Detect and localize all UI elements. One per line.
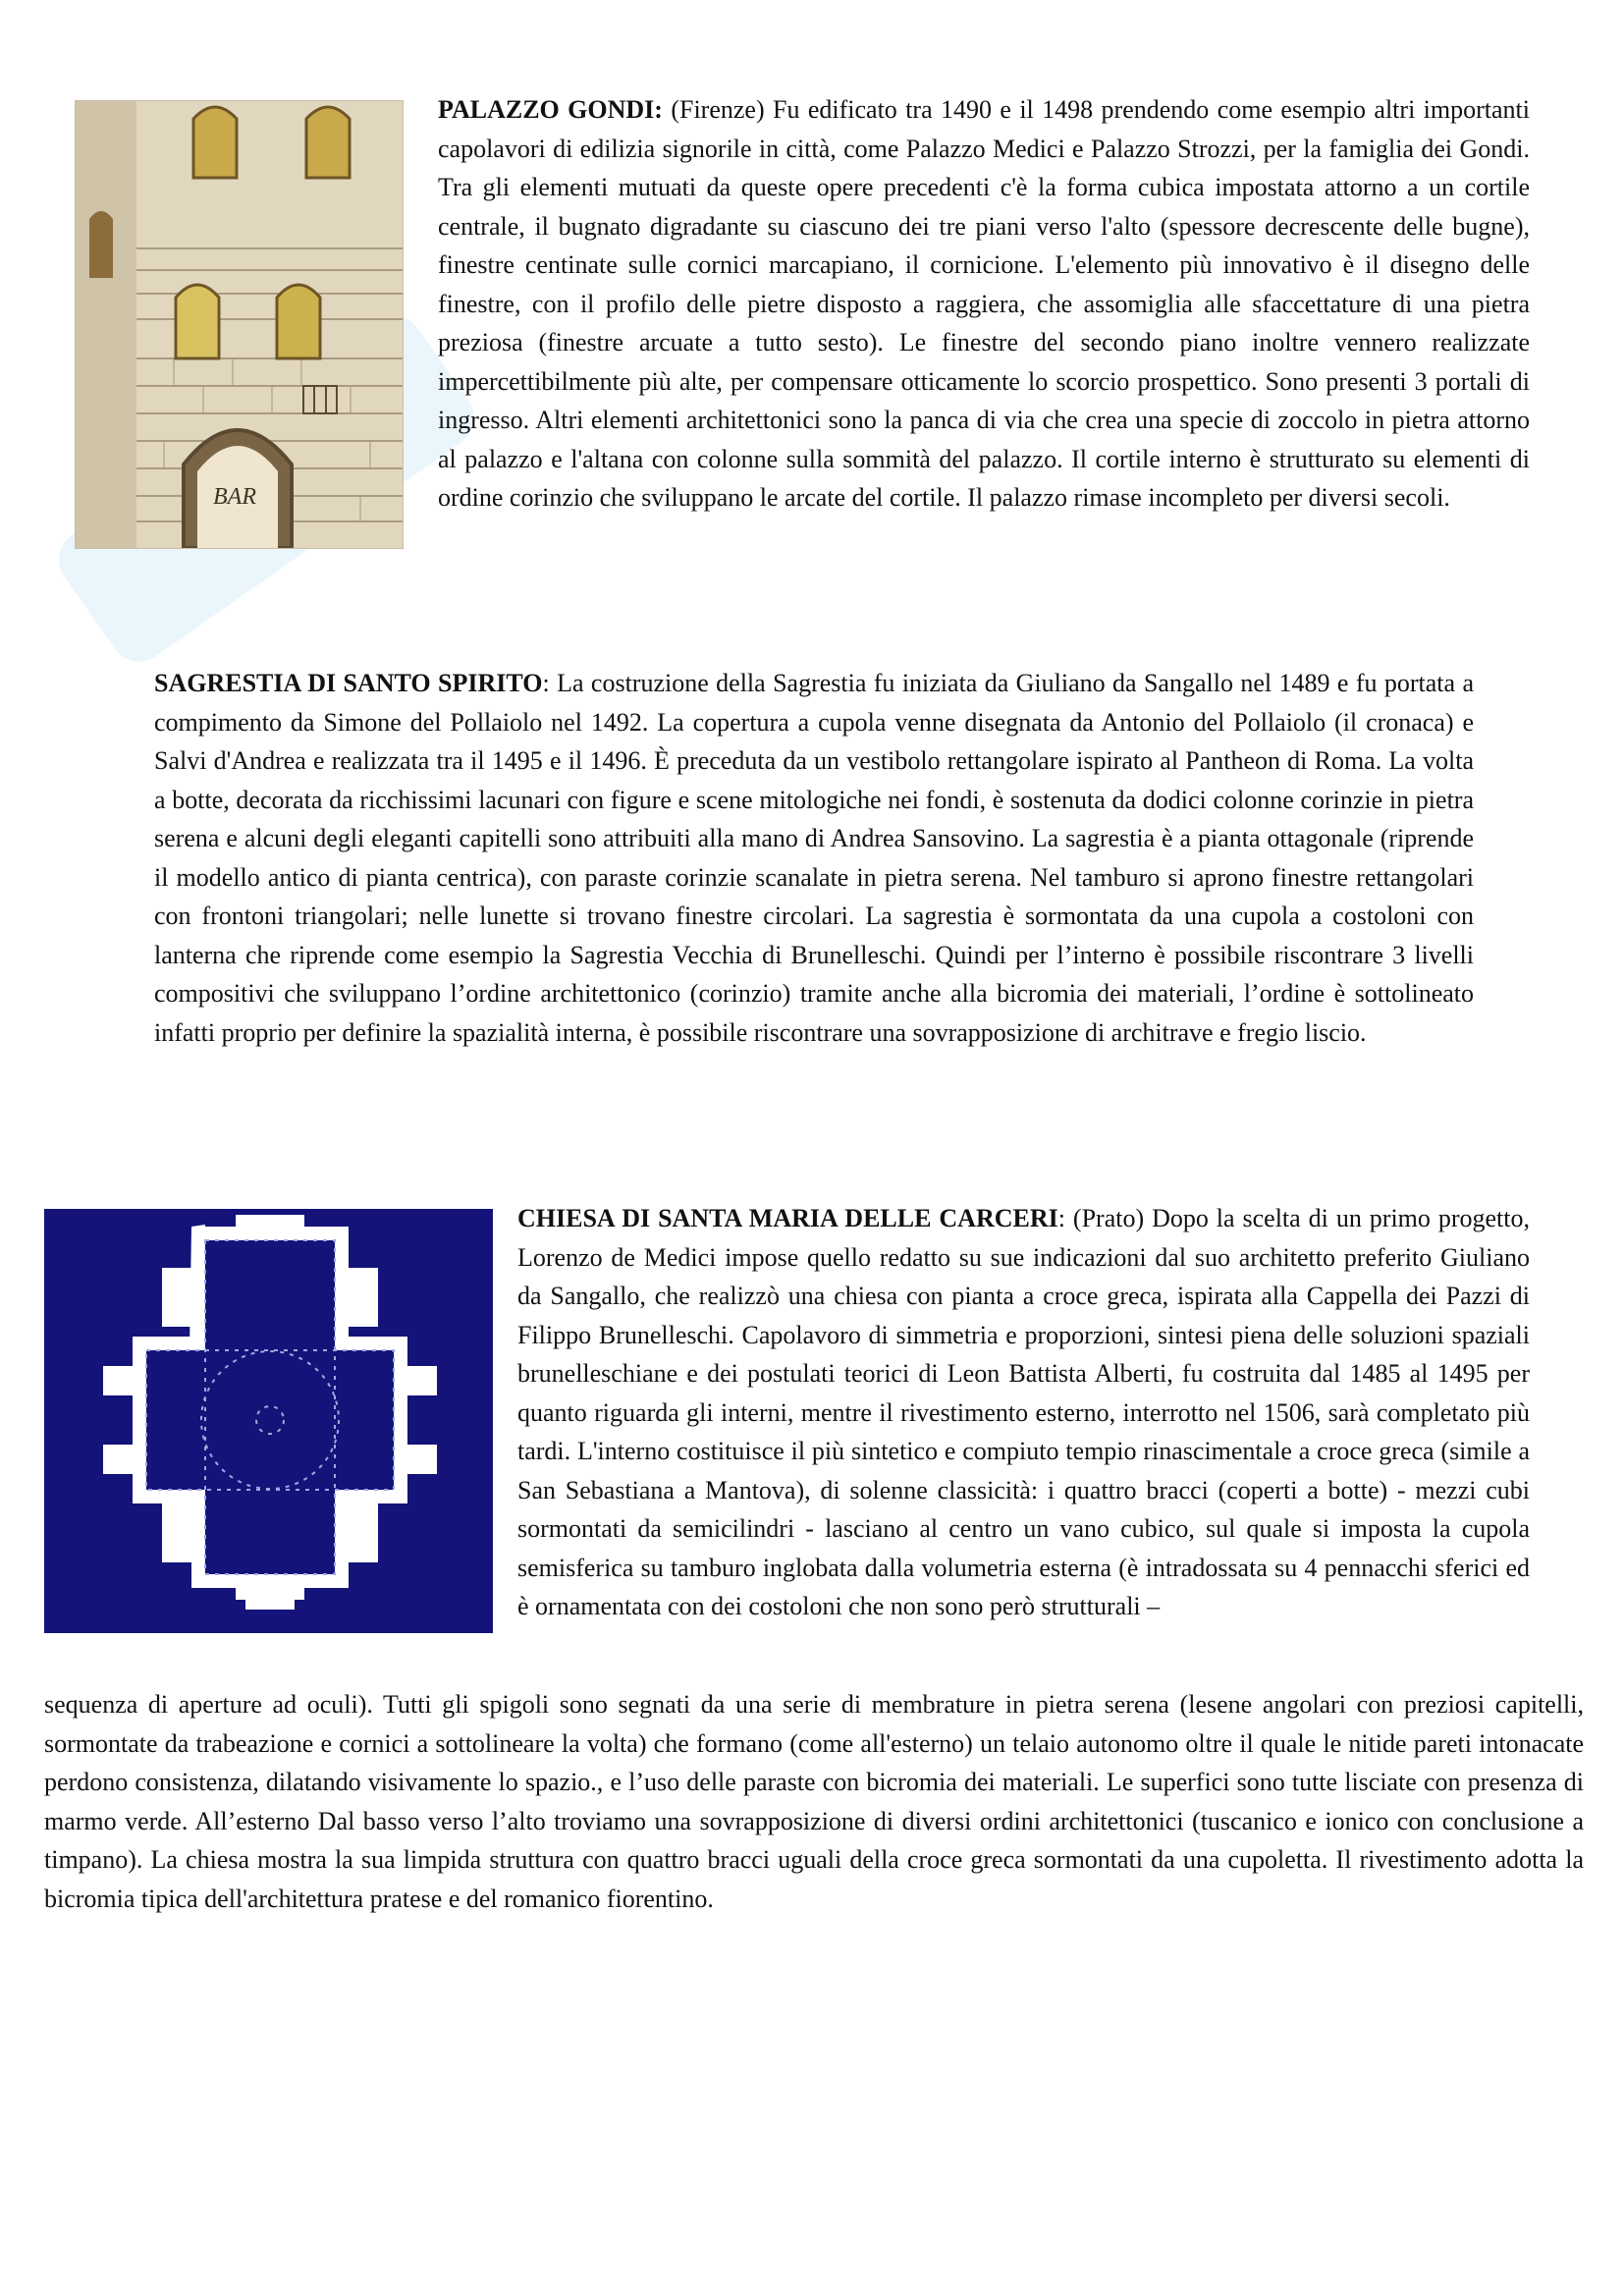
palazzo-gondi-text: (Firenze) Fu edificato tra 1490 e il 1498 prendendo come esempio altri importanti capolavori di edilizia signorile in città, come Palazzo Medici e Palazzo Strozzi, per la famiglia dei Gondi. Tra gli elementi mutuati da queste opere precedenti c'è la forma cubica impostata attorno a un cortile centrale, il bugnato digradante su ciascuno dei tre piani verso l'alto (spessore decrescente delle bugne), finestre centinate sulle cornici marcapiano, il cornicione. L'elemento più innovativo è il disegno delle finestre, con il profilo delle pietre disposto a raggiera, che assomiglia alle sfaccettature di una pietra preziosa (finestre arcuate a tutto sesto). Le finestre del secondo piano inoltre vennero realizzate impercettibilmente più alte, per compensare otticamente lo scorcio prospettico. Sono presenti 3 portali di ingresso. Altri elementi architettonici sono la panca di via che crea una specie di zoccolo in pietra attorno al palazzo e l'altana con colonne sulla sommità del palazzo. Il cortile interno è strutturato su elementi di ordine corinzio che sviluppano le arcate del cortile. Il palazzo rimase incompleto per diversi secoli. <box>438 95 1530 512</box>
greek-cross-plan <box>44 1209 493 1633</box>
bar-sign-text: BAR <box>213 484 256 510</box>
carceri-paragraph-bottom <box>44 1685 1584 1918</box>
carceri-text-top: : (Prato) Dopo la scelta di un primo progetto, Lorenzo de Medici impose quello redatto su sue indicazioni dal suo architetto preferito Giuliano da Sangallo, che realizzò una chiesa con pianta a croce greca, ispirata alla Cappella dei Pazzi di Filippo Brunelleschi. Capolavoro di simmetria e proporzioni, sintesi piena delle soluzioni spaziali brunelleschiane e dei postulati teorici di Leon Battista Alberti, fu costruita dal 1485 al 1495 per quanto riguarda gli interni, mentre il rivestimento esterno, interrotto nel 1506, sarà completato più tardi. L'interno costituisce il più sintetico e compiuto tempio rinascimentale a croce greca (simile a San Sebastiana a Mantova), di solenne classicità: i quattro bracci (coperti a botte) - mezzi cubi sormontati da semicilindri - lasciano al centro un vano cubico, sul quale si imposta la cupola semisferica su tamburo inglobata dalla volumetria esterna (è intradossata su 4 pennacchi sferici ed è ornamentata con dei costoloni che non sono però strutturali – <box>517 1204 1530 1620</box>
palazzo-gondi-image <box>75 100 404 549</box>
sagrestia-title: SAGRESTIA DI SANTO SPIRITO <box>154 669 543 697</box>
sagrestia-paragraph <box>154 664 1474 1052</box>
palazzo-gondi-drawing <box>76 101 403 548</box>
carceri-plan-image <box>44 1209 493 1633</box>
palazzo-gondi-paragraph <box>438 90 1530 518</box>
palazzo-gondi-title: PALAZZO GONDI: <box>438 95 663 124</box>
carceri-title: CHIESA DI SANTA MARIA DELLE CARCERI <box>517 1204 1058 1232</box>
carceri-paragraph-top <box>517 1199 1530 1626</box>
carceri-text-bottom: sequenza di aperture ad oculi). Tutti gli spigoli sono segnati da una serie di membrature in pietra serena (lesene angolari con preziosi capitelli, sormontate da trabeazione e cornici a sottolineare la volta) che formano (come all'esterno) un telaio autonomo oltre il quale le nitide pareti intonacate perdono consistenza, dilatando visivamente lo spazio., e l’uso delle paraste con bicromia dei materiali. Le superfici sono tutte lisciate con presenza di marmo verde. All’esterno Dal basso verso l’alto troviamo una sovrapposizione di diversi ordini architettonici (tuscanico e ionico con conclusione a timpano). La chiesa mostra la sua limpida struttura con quattro bracci uguali della croce greca sormontati da una cupoletta. Il rivestimento adotta la bicromia tipica dell'architettura pratese e del romanico fiorentino. <box>44 1690 1584 1913</box>
sagrestia-text: : La costruzione della Sagrestia fu iniziata da Giuliano da Sangallo nel 1489 e fu portata a compimento da Simone del Pollaiolo nel 1492. La copertura a cupola venne disegnata da Antonio del Pollaiolo (il cronaca) e Salvi d'Andrea e realizzata tra il 1495 e il 1496. È preceduta da un vestibolo rettangolare ispirato al Pantheon di Roma. La volta a botte, decorata da ricchissimi lacunari con figure e scene mitologiche nei fondi, è sostenuta da dodici colonne corinzie in pietra serena e alcuni degli eleganti capitelli sono attribuiti alla mano di Andrea Sansovino. La sagrestia è a pianta ottagonale (riprende il modello antico di pianta centrica), con paraste corinzie scanalate in pietra serena. Nel tamburo si aprono finestre rettangolari con frontoni triangolari; nelle lunette si trovano finestre circolari. La sagrestia è sormontata da una cupola a costoloni con lanterna che riprende come esempio la Sagrestia Vecchia di Brunelleschi. Quindi per l’interno è possibile riscontrare 3 livelli compositivi che sviluppano l’ordine architettonico (corinzio) tramite anche alla bicromia dei materiali, l’ordine è sottolineato infatti proprio per definire la spazialità interna, è possibile riscontrare una sovrapposizione di architrave e fregio liscio. <box>154 669 1474 1047</box>
